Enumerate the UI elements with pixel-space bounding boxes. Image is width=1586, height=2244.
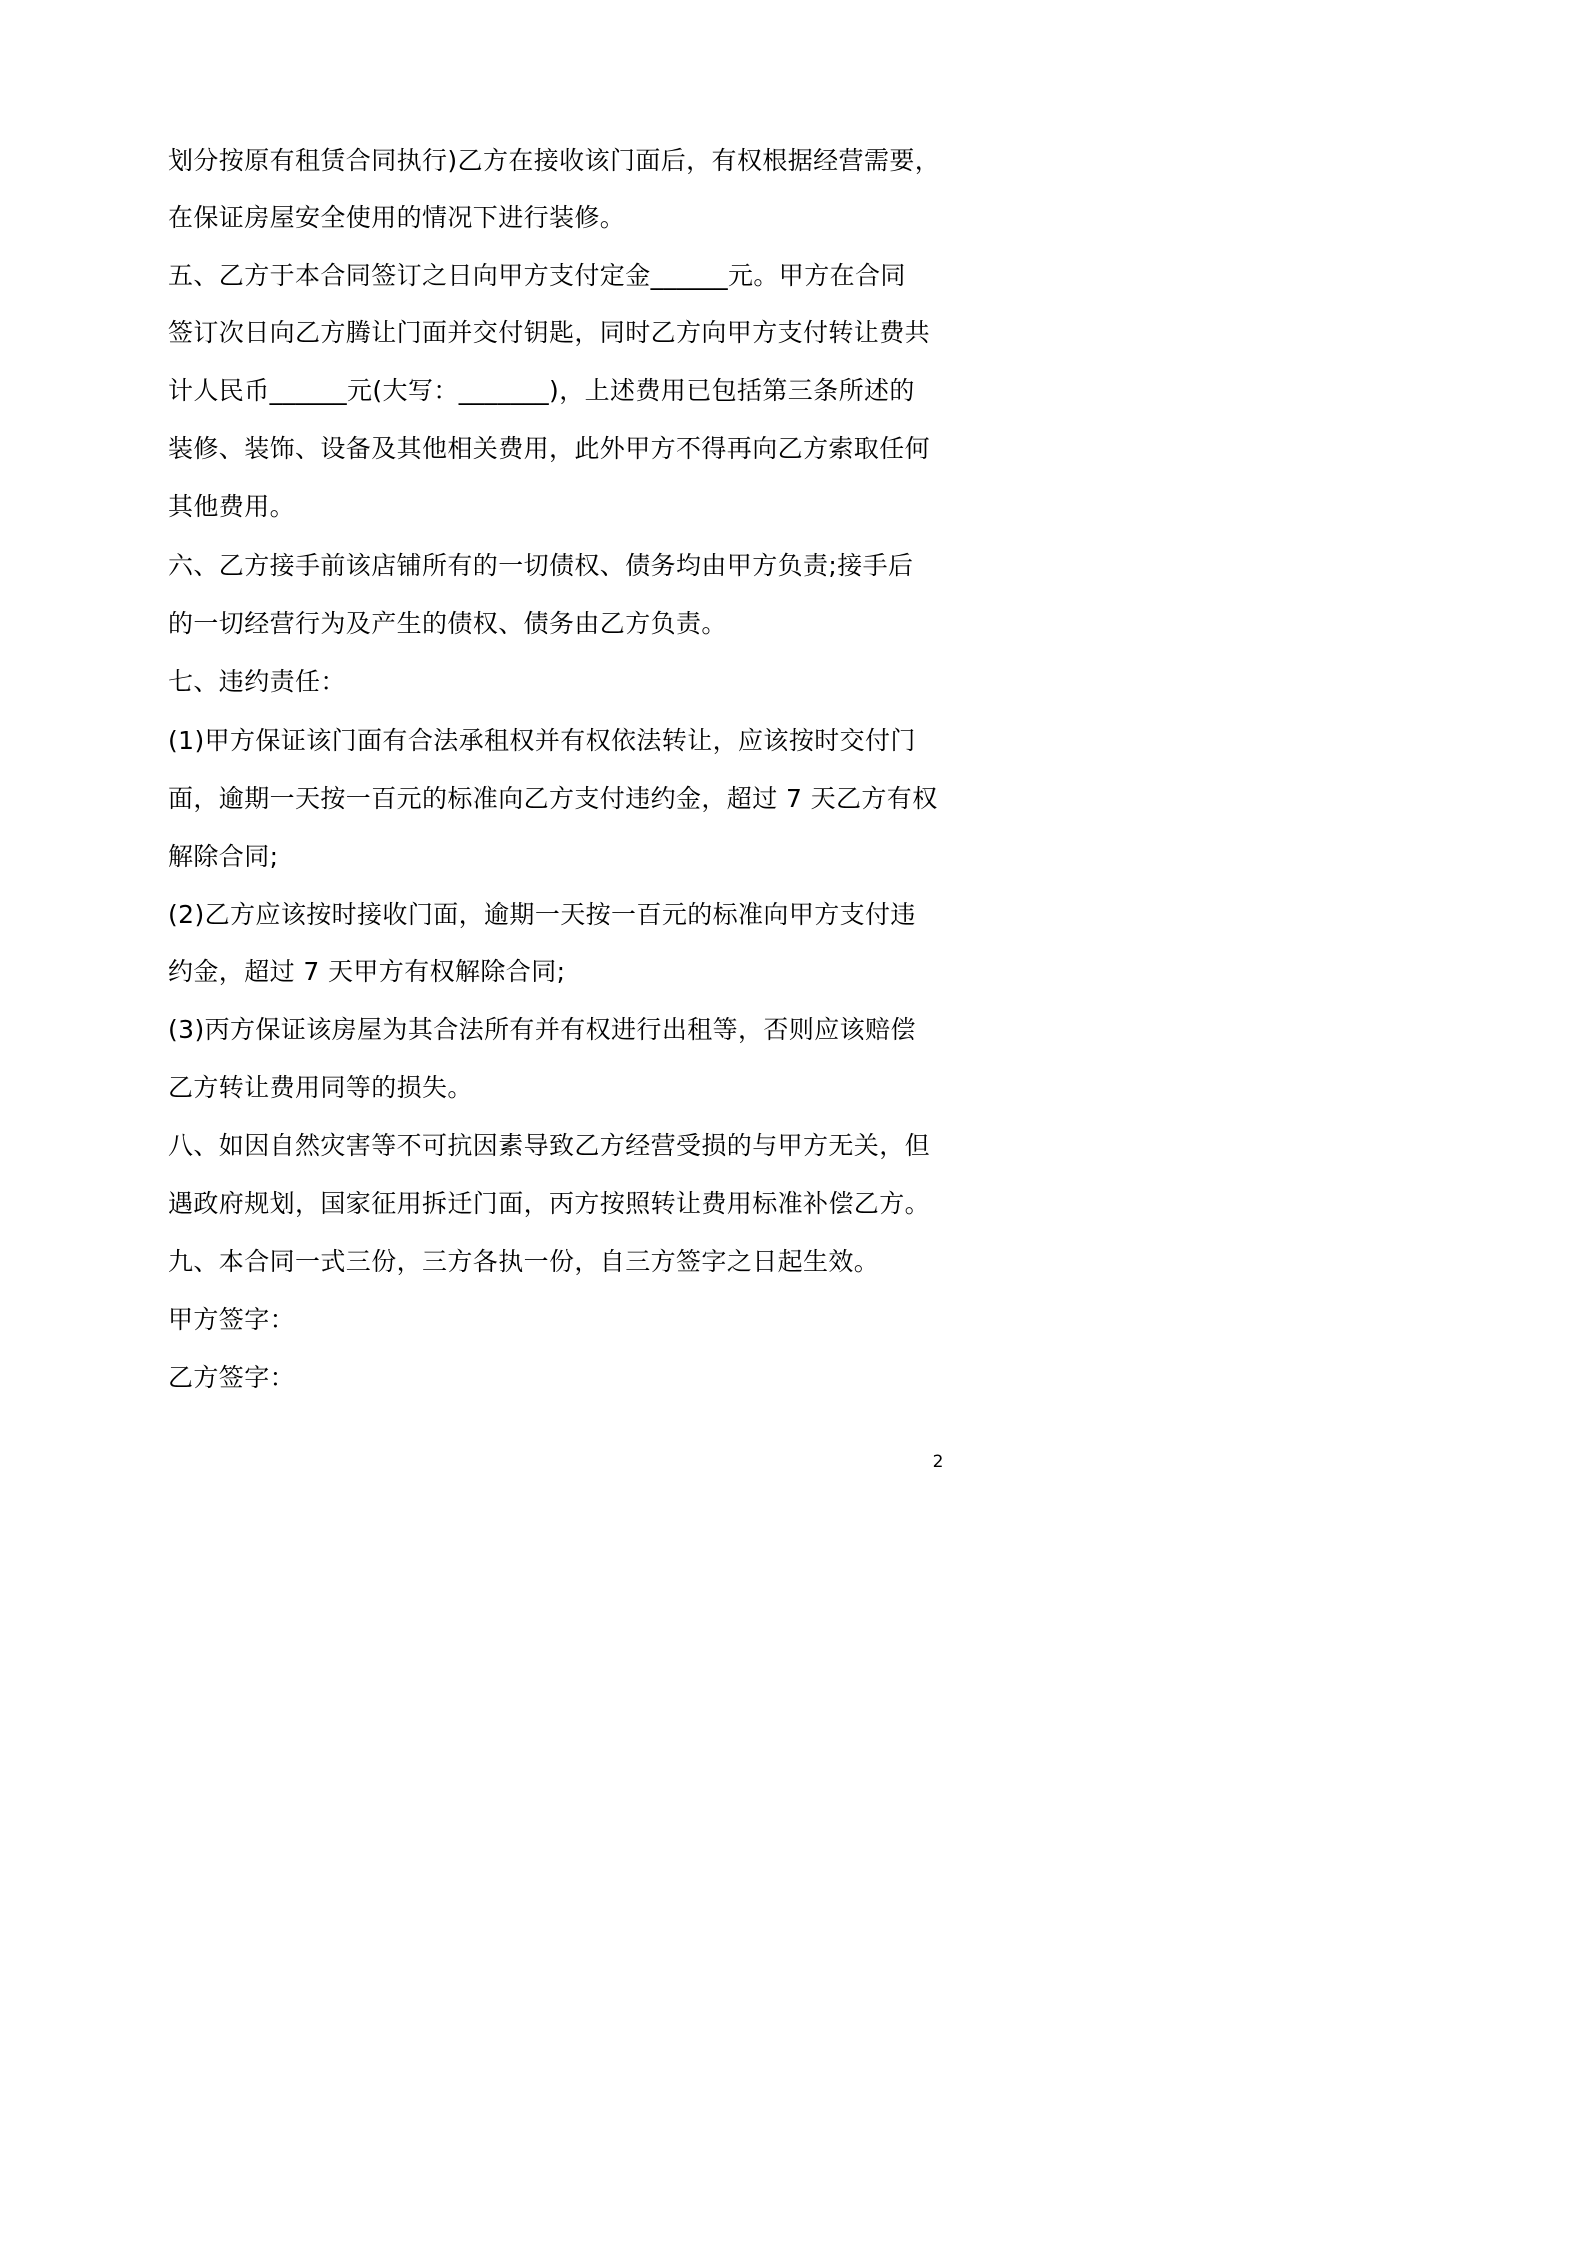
text-line: 装修、装饰、设备及其他相关费用，此外甲方不得再向乙方索取任何 [168,434,931,463]
text-line: 签订次日向乙方腾让门面并交付钥匙，同时乙方向甲方支付转让费共 [168,318,931,347]
text-line: 乙方转让费用同等的损失。 [168,1073,473,1102]
text-line: (2)乙方应该按时接收门面，逾期一天按一百元的标准向甲方支付违 [168,900,916,929]
text-line: 的一切经营行为及产生的债权、债务由乙方负责。 [168,609,727,638]
text-line: 八、如因自然灾害等不可抗因素导致乙方经营受损的与甲方无关，但 [168,1131,931,1160]
signature-label-party-b: 乙方签字： [168,1363,296,1392]
text-line: 划分按原有租赁合同执行)乙方在接收该门面后，有权根据经营需要， [168,146,941,175]
text-line: (3)丙方保证该房屋为其合法所有并有权进行出租等，否则应该赔偿 [168,1015,916,1044]
text-line: 五、乙方于本合同签订之日向甲方支付定金______元。甲方在合同 [168,261,906,290]
text-line: 计人民币______元(大写：_______)，上述费用已包括第三条所述的 [168,376,915,405]
text-line: 六、乙方接手前该店铺所有的一切债权、债务均由甲方负责;接手后 [168,551,914,580]
text-line: 遇政府规划，国家征用拆迁门面，丙方按照转让费用标准补偿乙方。 [168,1189,931,1218]
text-line: (1)甲方保证该门面有合法承租权并有权依法转让，应该按时交付门 [168,726,916,755]
text-line: 解除合同; [168,842,279,871]
text-line: 九、本合同一式三份，三方各执一份，自三方签字之日起生效。 [168,1247,880,1276]
text-line: 约金，超过 7 天甲方有权解除合同; [168,957,566,986]
page-number: 2 [932,1452,944,1472]
signature-label-party-a: 甲方签字： [168,1305,296,1334]
text-line: 其他费用。 [168,492,296,521]
text-line: 面，逾期一天按一百元的标准向乙方支付违约金，超过 7 天乙方有权 [168,784,938,813]
section-heading: 七、违约责任： [168,667,346,696]
document-page [0,0,1104,1562]
text-line: 在保证房屋安全使用的情况下进行装修。 [168,203,626,232]
